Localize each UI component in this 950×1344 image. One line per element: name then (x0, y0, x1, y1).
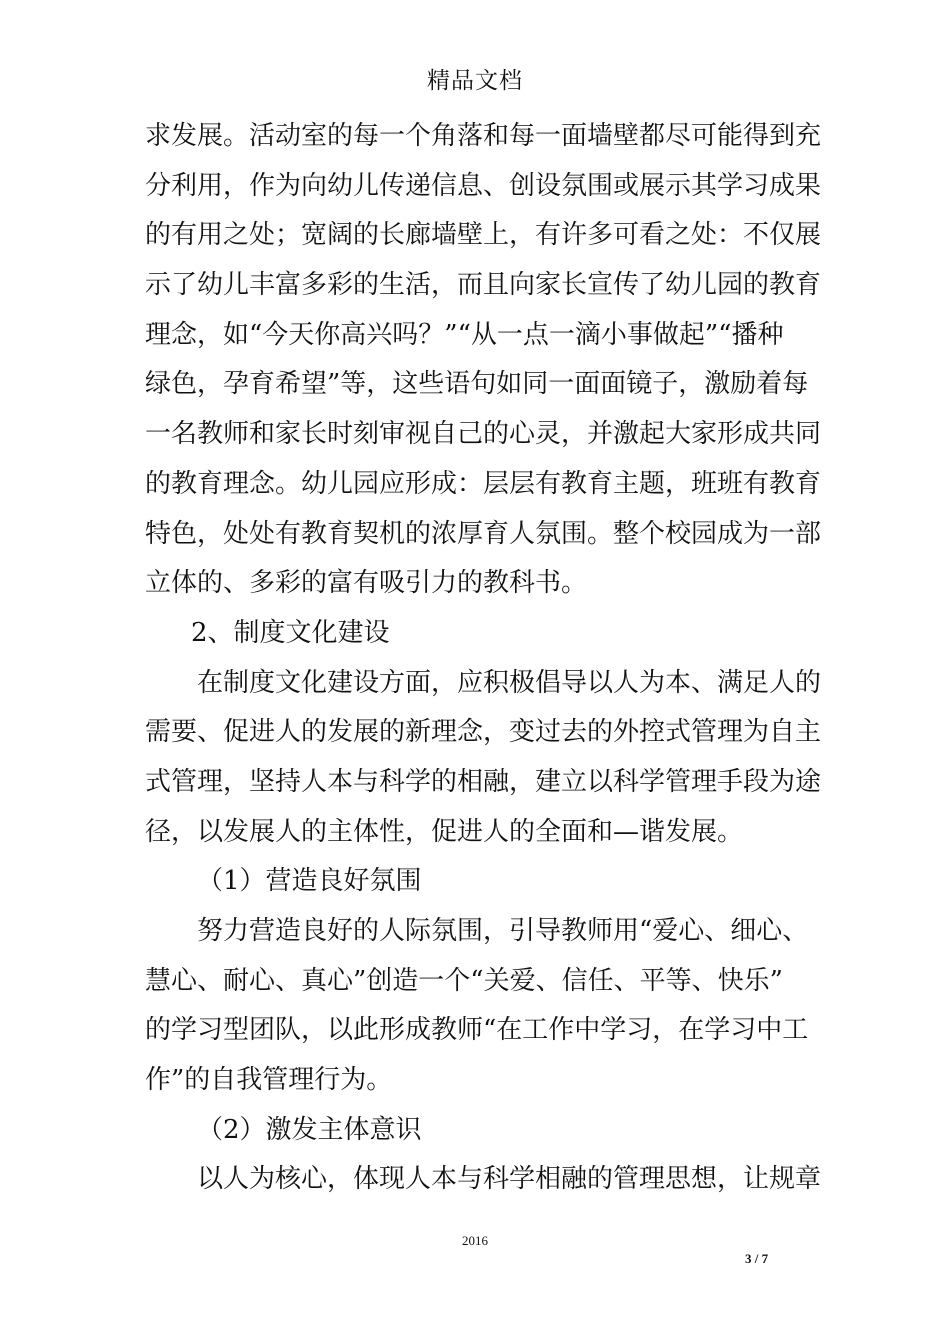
text-line: 式管理，坚持人本与科学的相融，建立以科学管理手段为途 (145, 766, 822, 797)
footer-year: 2016 (462, 1233, 488, 1248)
text-line: 求发展。活动室的每一个角落和每一面墙壁都尽可能得到充 (145, 121, 822, 151)
subsection-heading: （2）激发主体意识 (197, 1114, 422, 1145)
text-line: 慧心、耐心、真心”创造一个“关爱、信任、平等、快乐” (145, 965, 783, 996)
text-line: 的学习型团队，以此形成教师“在工作中学习，在学习中工 (145, 1015, 809, 1046)
text-line: 以人为核心，体现人本与科学相融的管理思想，让规章 (197, 1164, 822, 1195)
section-heading: 2、制度文化建设 (191, 617, 390, 648)
text-line: 特色，处处有教育契机的浓厚育人氛围。整个校园成为一部 (145, 518, 822, 549)
text-line: 立体的、多彩的富有吸引力的教科书。 (145, 568, 588, 599)
text-line: 绿色，孕育希望”等，这些语句如同一面面镜子，激励着每 (145, 369, 809, 400)
text-line: 努力营造良好的人际氛围，引导教师用“爱心、细心、 (197, 916, 809, 946)
page-number: 3 / 7 (745, 1251, 769, 1266)
text-line: 理念，如“今天你高兴吗？”“从一点一滴小事做起”“播种 (145, 319, 784, 350)
body-text (145, 112, 822, 1205)
text-line: 的教育理念。幼儿园应形成：层层有教育主题，班班有教育 (145, 468, 822, 499)
subsection-heading: （1）营造良好氛围 (197, 866, 422, 897)
text-line: 的有用之处；宽阔的长廊墙壁上，有许多可看之处：不仅展 (145, 220, 822, 251)
page-header: 精品文档 (427, 68, 523, 94)
text-line: 作”的自我管理行为。 (145, 1065, 393, 1096)
text-line: 径，以发展人的主体性，促进人的全面和—谐发展。 (145, 816, 744, 847)
text-line: 在制度文化建设方面，应积极倡导以人为本、满足人的 (197, 667, 822, 698)
text-line: 分利用，作为向幼儿传递信息、创设氛围或展示其学习成果 (145, 170, 822, 201)
text-line: 一名教师和家长时刻审视自己的心灵，并激起大家形成共同 (145, 419, 822, 450)
text-line: 需要、促进人的发展的新理念，变过去的外控式管理为自主 (145, 717, 822, 748)
text-line: 示了幼儿丰富多彩的生活，而且向家长宣传了幼儿园的教育 (145, 270, 822, 301)
